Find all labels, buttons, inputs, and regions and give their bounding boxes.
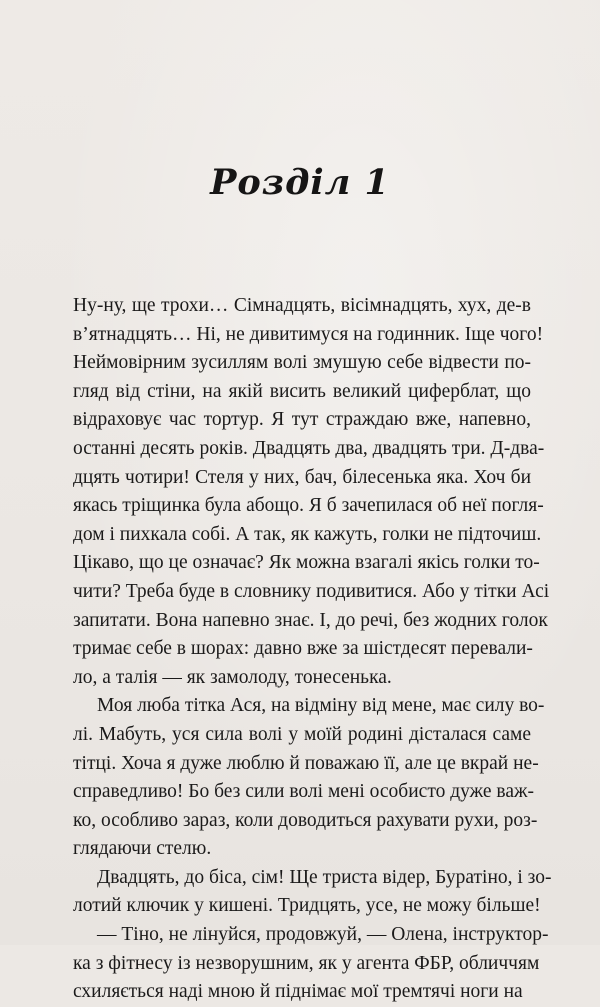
text-line: тримає себе в шорах: давно вже за шістдесят перевали- (73, 638, 533, 660)
text-line: дцять чотири! Стеля у них, бач, білесенька яка. Хоч би (73, 466, 531, 488)
paragraph (73, 292, 550, 692)
text-line: справедливо! Бо без сили волі мені особисто дуже важ- (73, 781, 534, 803)
text-line: ка з фітнесу із незворушним, як у агента ФБР, обличчям (73, 952, 540, 974)
text-line: відраховує час тортур. Я тут страждаю вже, напевно, (73, 409, 531, 431)
text-line: гляд від стіни, на якій висить великий циферблат, що (73, 380, 531, 402)
text-line: лі. Мабуть, уся сила волі у моїй родині дісталася саме (73, 723, 531, 745)
text-line: останні десять років. Двадцять два, двадцять три. Д-два- (73, 437, 545, 459)
paragraph (73, 921, 549, 1007)
chapter-title: Розділ 1 (210, 162, 390, 203)
text-line: дом і пихкала собі. А так, як кажуть, голки не підточиш. (73, 523, 542, 545)
text-line: глядаючи стелю. (73, 838, 212, 860)
text-line: — Тіно, не лінуйся, продовжуй, — Олена, інструктор- (97, 924, 549, 946)
text-line: в’ятнадцять… Ні, не дивитимуся на годинник. Іще чого! (73, 323, 544, 345)
body-text (73, 292, 552, 1007)
text-line: лотий ключик у кишені. Тридцять, усе, не можу більше! (73, 895, 541, 917)
paragraph (73, 864, 552, 921)
text-line: Цікаво, що це означає? Як можна взагалі якісь голки то- (73, 552, 540, 574)
text-line: якась тріщинка була абощо. Я б зачепилася об неї погля- (73, 495, 544, 517)
text-line: тітці. Хоча я дуже люблю й поважаю її, але це вкрай не- (73, 752, 539, 774)
paragraph (73, 692, 545, 864)
text-line: запитати. Вона напевно знає. І, до речі, без жодних голок (73, 609, 548, 631)
text-line: Ну-ну, ще трохи… Сімнадцять, вісімнадцять, хух, де-в (73, 295, 531, 316)
text-line: схиляється наді мною й піднімає мої тремтячі ноги на (73, 981, 523, 1003)
text-line: Моя люба тітка Ася, на відміну від мене, має силу во- (97, 695, 545, 717)
text-line: чити? Треба буде в словнику подивитися. Або у тітки Асі (73, 580, 550, 602)
text-line: ко, особливо зараз, коли доводиться рахувати рухи, роз- (73, 809, 538, 831)
paragraph-container (73, 292, 552, 1007)
text-line: Неймовірним зусиллям волі змушую себе відвести по- (73, 352, 531, 374)
text-line: ло, а талія — як замолоду, тонесенька. (73, 666, 392, 688)
text-line: Двадцять, до біса, сім! Ще триста відер, Буратіно, і зо- (97, 866, 552, 888)
